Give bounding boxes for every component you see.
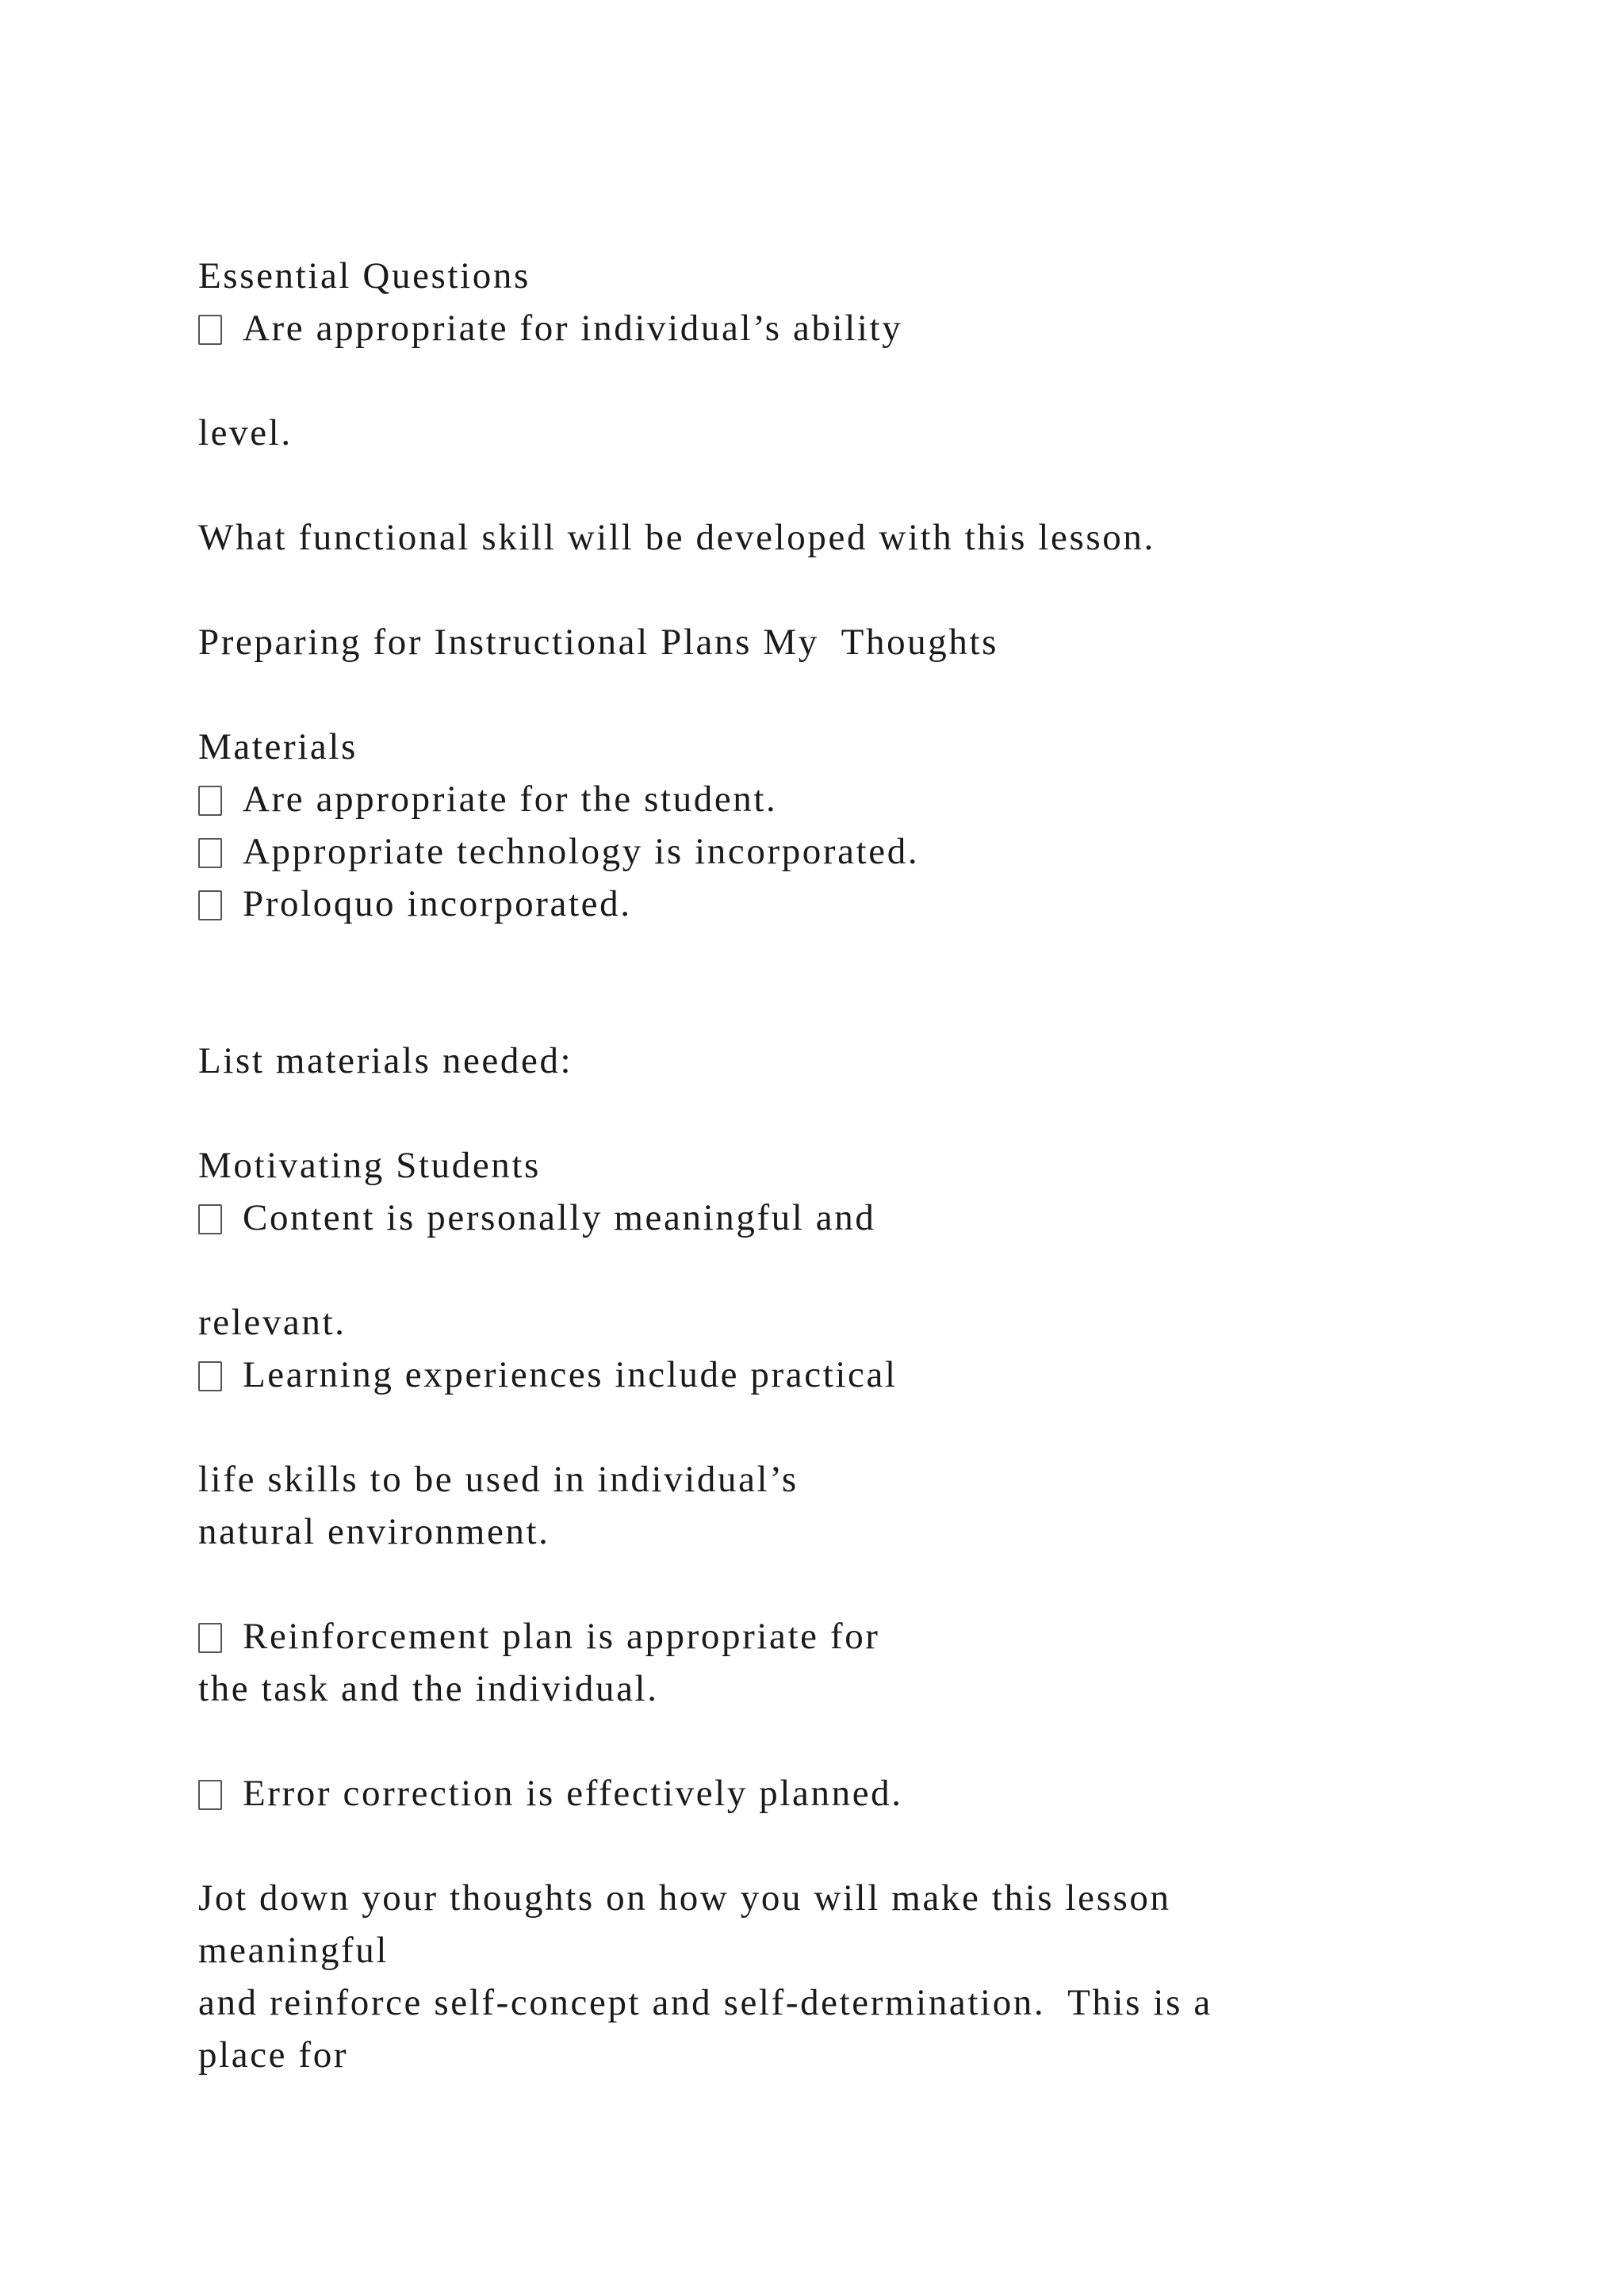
list-item: Are appropriate for individual’s ability <box>198 304 902 352</box>
bullet-box-icon <box>198 1361 222 1391</box>
heading-essential-questions: Essential Questions <box>198 255 530 297</box>
bullet-box-icon <box>198 1623 222 1653</box>
text-line: natural environment. <box>198 1511 550 1552</box>
text-line: the task and the individual. <box>198 1668 659 1709</box>
list-item: Appropriate technology is incorporated. <box>198 828 919 875</box>
prompt-list-materials: List materials needed: <box>198 1040 573 1081</box>
text-line: relevant. <box>198 1302 347 1343</box>
prompt-jot-down-thoughts: Jot down your thoughts on how you will make this lesson <box>198 1877 1171 1919</box>
bullet-box-icon <box>198 1780 222 1810</box>
text-line: meaningful <box>198 1930 389 1971</box>
bullet-box-icon <box>198 1204 222 1234</box>
list-item: Content is personally meaningful and <box>198 1194 875 1242</box>
heading-materials: Materials <box>198 726 358 767</box>
text-line: place for <box>198 2034 349 2076</box>
list-item: Learning experiences include practical <box>198 1351 898 1399</box>
heading-motivating-students: Motivating Students <box>198 1145 541 1186</box>
list-item: Error correction is effectively planned. <box>198 1770 903 1817</box>
text-line: level. <box>198 412 293 453</box>
prompt-functional-skill: What functional skill will be developed with this lesson. <box>198 517 1155 558</box>
text-line: and reinforce self-concept and self-determination. This is a <box>198 1982 1212 2023</box>
list-item: Proloquo incorporated. <box>198 880 632 928</box>
bullet-box-icon <box>198 315 222 345</box>
bullet-box-icon <box>198 838 222 868</box>
list-item: Are appropriate for the student. <box>198 775 777 823</box>
text-line: life skills to be used in individual’s <box>198 1459 799 1500</box>
heading-preparing-instructional-plans: Preparing for Instructional Plans My Thoughts <box>198 622 999 663</box>
bullet-box-icon <box>198 890 222 920</box>
list-item: Reinforcement plan is appropriate for <box>198 1613 880 1660</box>
bullet-box-icon <box>198 786 222 816</box>
